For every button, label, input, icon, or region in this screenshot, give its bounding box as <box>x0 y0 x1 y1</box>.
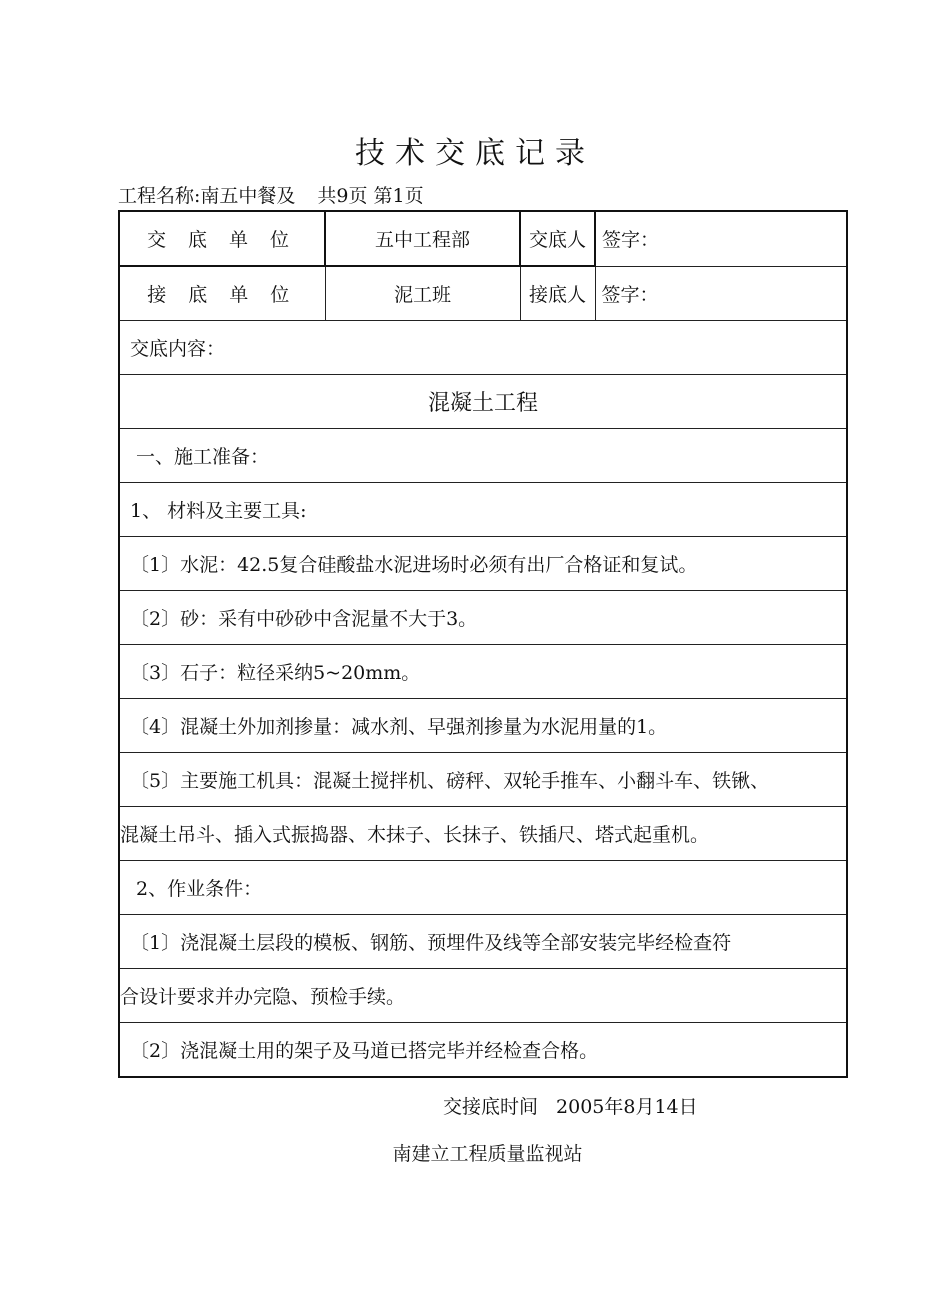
content-line: 一、施工准备： <box>119 429 847 483</box>
issuer-row <box>119 211 847 266</box>
content-line: 〔2〕浇混凝土用的架子及马道已搭完毕并经检查合格。 <box>119 1023 847 1078</box>
receiver-row <box>119 266 847 321</box>
receiver-person-label: 接底人 <box>520 266 595 321</box>
content-row <box>119 645 847 699</box>
disclosure-table <box>118 210 848 1078</box>
issuer-person-label: 交底人 <box>520 211 595 266</box>
content-line: 〔5〕主要施工机具：混凝土搅拌机、磅秤、双轮手推车、小翻斗车、铁锹、 <box>119 753 847 807</box>
issuer-signature: 签字： <box>595 211 847 266</box>
content-row <box>119 969 847 1023</box>
content-line: 1、 材料及主要工具: <box>119 483 847 537</box>
document-title: 技术交底记录 <box>355 136 595 171</box>
content-row <box>119 1023 847 1078</box>
page-count: 共9页 第1页 <box>317 185 424 207</box>
content-row <box>119 699 847 753</box>
handover-date-label: 交接底时间 <box>443 1096 539 1118</box>
content-line: 〔3〕石子：粒径采纳5~20mm。 <box>119 645 847 699</box>
content-line: 〔1〕浇混凝土层段的模板、钢筋、预埋件及线等全部安装完毕经检查符 <box>119 915 847 969</box>
receiver-signature: 签字： <box>595 266 847 321</box>
content-row <box>119 861 847 915</box>
content-line: 〔4〕混凝土外加剂掺量：减水剂、早强剂掺量为水泥用量的1。 <box>119 699 847 753</box>
content-row <box>119 429 847 483</box>
receiver-unit-label: 接 底 单 位 <box>119 266 325 321</box>
content-line: 〔2〕砂：采有中砂砂中含泥量不大于3。 <box>119 591 847 645</box>
project-meta <box>118 184 424 208</box>
content-row <box>119 537 847 591</box>
content-row <box>119 483 847 537</box>
project-name-label: 工程名称: <box>118 185 201 207</box>
content-label: 交底内容： <box>119 321 847 375</box>
content-row <box>119 753 847 807</box>
project-name: 南五中餐及 <box>200 185 296 207</box>
handover-date-value: 2005年8月14日 <box>556 1096 698 1118</box>
content-label-row <box>119 321 847 375</box>
section-title-row <box>119 375 847 429</box>
organization-name: 南建立工程质量监视站 <box>392 1143 583 1165</box>
handover-date <box>443 1094 698 1120</box>
content-row <box>119 591 847 645</box>
content-line: 合设计要求并办完隐、预检手续。 <box>119 969 847 1023</box>
content-row <box>119 807 847 861</box>
receiver-unit-value: 泥工班 <box>325 266 520 321</box>
content-line: 〔1〕水泥：42.5复合硅酸盐水泥进场时必须有出厂合格证和复试。 <box>119 537 847 591</box>
issuer-unit-label: 交 底 单 位 <box>119 211 325 266</box>
issuer-unit-value: 五中工程部 <box>325 211 520 266</box>
section-title: 混凝土工程 <box>119 375 847 429</box>
content-line: 2、作业条件： <box>119 861 847 915</box>
content-row <box>119 915 847 969</box>
content-line: 混凝土吊斗、插入式振捣器、木抹子、长抹子、铁插尺、塔式起重机。 <box>119 807 847 861</box>
